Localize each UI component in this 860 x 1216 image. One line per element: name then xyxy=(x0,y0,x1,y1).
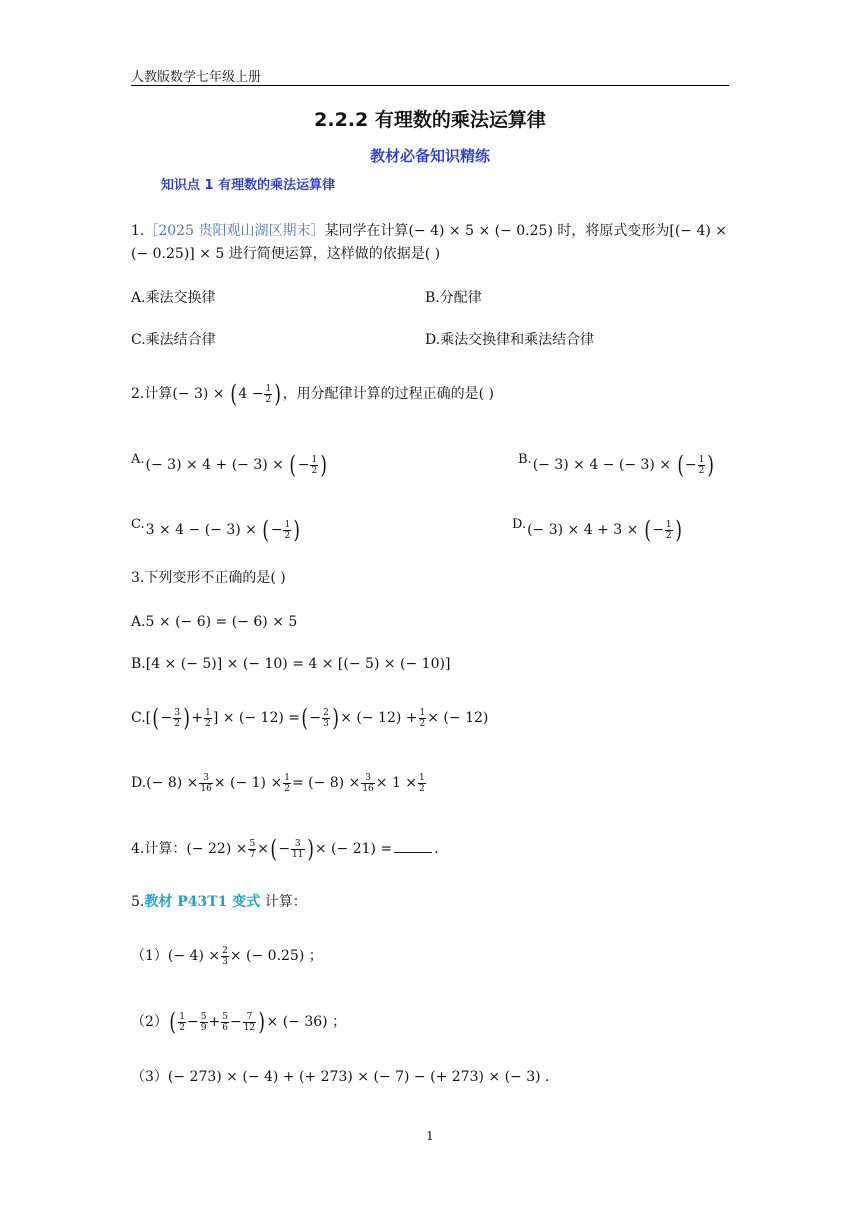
fraction: $\frac{3}{2}$ xyxy=(174,707,180,729)
q1-option-c: C.乘法结合律 xyxy=(131,332,216,348)
question-text: 进行简便运算，这样做的依据是( ) xyxy=(224,246,441,262)
fraction: $\frac{1}{2}$ xyxy=(284,772,290,794)
fraction: $\frac{3}{16}$ xyxy=(362,772,374,794)
fraction: $\frac{1}{2}$ xyxy=(698,454,705,476)
fraction: $\frac{1}{2}$ xyxy=(265,383,272,405)
fraction: $\frac{2}{3}$ xyxy=(323,707,329,729)
question-4: 4.计算：(− 22) × $\frac{5}{7}$ ×(− $\frac{3}{11}$ )× (− 21) = . xyxy=(131,835,439,863)
fraction: $\frac{1}{2}$ xyxy=(419,707,426,729)
option-label: D. xyxy=(512,517,527,532)
fraction: $\frac{5}{6}$ xyxy=(222,1011,228,1033)
math-expression: C.[ xyxy=(131,710,152,726)
question-text: 计算： xyxy=(260,894,307,910)
question-3-stem: 3.下列变形不正确的是( ) xyxy=(131,570,286,586)
option-label: C. xyxy=(131,517,145,532)
option-label: B. xyxy=(518,452,532,467)
q3-option-b: B.[4 × (− 5)] × (− 10) = 4 × [(− 5) × (− 10)] xyxy=(131,656,451,672)
fraction: $\frac{1}{2}$ xyxy=(311,454,318,476)
fraction: $\frac{1}{2}$ xyxy=(665,519,672,541)
question-2-stem xyxy=(131,380,494,408)
math-expression: 4.计算：(− 22) × xyxy=(131,841,248,857)
q2-option-c: C.3 × 4 − (− 3) × (− $\frac{1}{2}$ ) xyxy=(131,516,301,544)
q3-option-a: A.5 × (− 6) = (− 6) × 5 xyxy=(131,614,298,630)
q5-part-3: （3）(− 273) × (− 4) + (+ 273) × (− 7) − (+ 273) × (− 3) ． xyxy=(131,1069,560,1085)
question-text: 2.计算(− 3) × xyxy=(131,386,229,402)
knowledge-point-heading: 知识点 1 有理数的乘法运算律 xyxy=(161,178,336,193)
answer-blank[interactable] xyxy=(394,840,432,853)
option-label: A. xyxy=(131,452,145,467)
q3-option-d: D.(− 8) × $\frac{3}{16}$ × (− 1) × $\frac{1}{2}$ = (− 8) × $\frac{3}{16}$ × 1 × $\frac{1}{2}$ xyxy=(131,772,425,794)
math-expression: (− 3) × 4 + 3 × xyxy=(527,522,643,538)
fraction: $\frac{3}{16}$ xyxy=(200,772,212,794)
fraction: $\frac{2}{3}$ xyxy=(222,945,228,967)
math-expression: 3 × 4 − (− 3) × xyxy=(145,522,262,538)
q2-option-a: A.(− 3) × 4 + (− 3) × (− $\frac{1}{2}$ ) xyxy=(131,451,328,479)
math-expression: (− 3) × 4 + (− 3) × xyxy=(145,457,289,473)
header-rule xyxy=(131,85,729,86)
q1-option-d: D.乘法交换律和乘法结合律 xyxy=(425,332,595,348)
q5-part-2: （2）( $\frac{1}{2}$ − $\frac{5}{9}$ + $\frac{5}{6}$ − $\frac{7}{12}$ )× (− 36) ； xyxy=(131,1008,347,1036)
fraction: $\frac{5}{9}$ xyxy=(200,1011,207,1033)
right-paren: ) xyxy=(274,380,282,408)
math-expression: (− 3) × 4 − (− 3) × xyxy=(532,457,676,473)
part-label: （2） xyxy=(131,1014,168,1030)
fraction: $\frac{1}{2}$ xyxy=(179,1011,186,1033)
page-title: 2.2.2 有理数的乘法运算律 xyxy=(314,109,546,131)
q3-option-c: C.[(− $\frac{3}{2}$ )+ $\frac{1}{2}$ ] × (− 12) =(− $\frac{2}{3}$ )× (− 12) + $\frac{1}{2}$ × (− 12) xyxy=(131,704,489,732)
fraction: $\frac{3}{11}$ xyxy=(292,838,304,860)
fraction: $\frac{1}{2}$ xyxy=(205,707,211,729)
question-number: 5. xyxy=(131,894,145,910)
question-1-line-2 xyxy=(131,243,440,265)
running-header: 人教版数学七年级上册 xyxy=(131,70,262,85)
math-expression: 4 − xyxy=(238,386,264,402)
textbook-tag: 教材 P43T1 变式 xyxy=(144,894,261,910)
fraction: $\frac{7}{12}$ xyxy=(243,1011,256,1033)
question-1-line-1 xyxy=(131,220,727,242)
fraction: $\frac{1}{2}$ xyxy=(419,772,425,794)
q1-option-a: A.乘法交换律 xyxy=(131,290,216,306)
question-text: ，用分配律计算的过程正确的是( ) xyxy=(282,386,494,402)
question-text: 时，将原式变形为 xyxy=(552,223,670,239)
math-expression: D.(− 8) × xyxy=(131,775,199,791)
question-number: 1. xyxy=(131,223,145,239)
question-source: ［2025 贵阳观山湖区期末］ xyxy=(144,223,325,239)
fraction: $\frac{5}{7}$ xyxy=(249,838,256,860)
left-paren: ( xyxy=(230,380,237,408)
page-number: 1 xyxy=(426,1129,434,1143)
q5-part-1: （1）(− 4) × $\frac{2}{3}$ × (− 0.25) ； xyxy=(131,945,323,967)
math-expression: (− 0.25)] × 5 xyxy=(131,246,225,262)
math-expression: [(− 4) × xyxy=(669,223,728,239)
question-5-stem xyxy=(131,891,307,913)
math-expression: （1）(− 4) × xyxy=(131,948,221,964)
math-expression: (− 4) × 5 × (− 0.25) xyxy=(408,223,553,239)
q2-option-b: B.(− 3) × 4 − (− 3) × (− $\frac{1}{2}$ ) xyxy=(518,451,715,479)
fraction: $\frac{1}{2}$ xyxy=(284,519,291,541)
q2-option-d: D.(− 3) × 4 + 3 × (− $\frac{1}{2}$ ) xyxy=(512,516,682,544)
q1-option-b: B.分配律 xyxy=(425,290,482,306)
question-text: 某同学在计算 xyxy=(324,223,409,239)
section-subtitle: 教材必备知识精练 xyxy=(369,147,490,165)
